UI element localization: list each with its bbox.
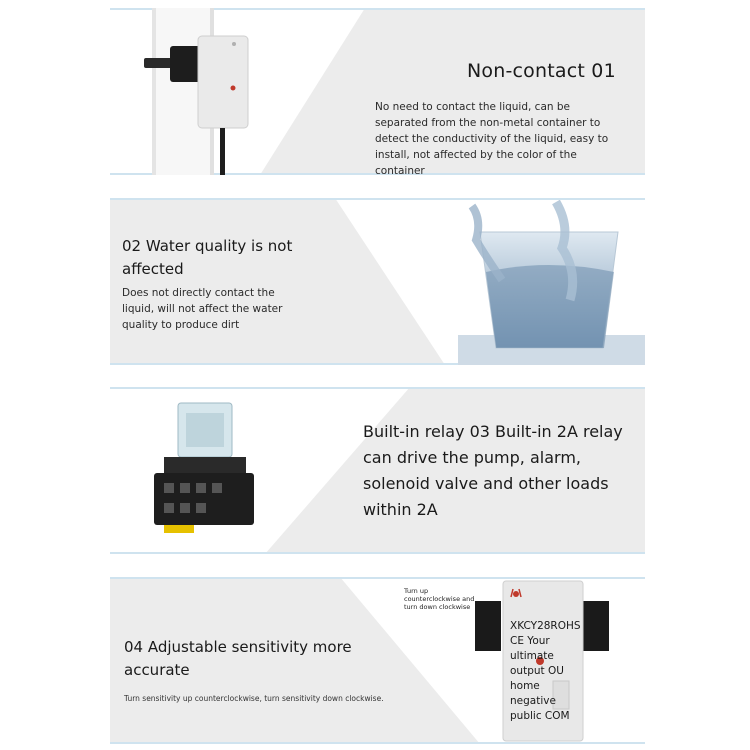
feature-title: 02 Water quality is not affected [122,237,293,278]
feature-title: 04 Adjustable sensitivity more accurate [124,638,352,679]
feature-description: Turn sensitivity up counterclockwise, turn sensitivity down clockwise. [124,694,384,703]
divider-line [110,387,645,389]
feature-panel-water-quality [110,198,645,365]
feature-title: Non-contact 01 [467,60,616,82]
device-adjust-note: Turn up counterclockwise and turn down clockwise [404,587,475,611]
device-model-label: XKCY28ROHS CE Your ultimate output OU home negative public COM [510,620,581,722]
feature-description: No need to contact the liquid, can be separated from the non-metal container to detect the conductivity of the liquid, easy to install, not affected by the color of the container [375,101,609,175]
feature-description: Does not directly contact the liquid, will not affect the water quality to produce dirt [122,287,283,331]
pipe-sensor-icon [140,8,260,175]
feature-panel-non-contact [110,8,645,175]
feature-title: Built-in relay 03 Built-in 2A relay can drive the pump, alarm, solenoid valve and other loads within 2A [363,422,623,519]
divider-line [110,552,645,554]
relay-icon [150,399,260,539]
feature-panel-sensitivity [110,577,645,744]
water-glass-icon [458,200,645,365]
feature-panel-relay [110,387,645,554]
